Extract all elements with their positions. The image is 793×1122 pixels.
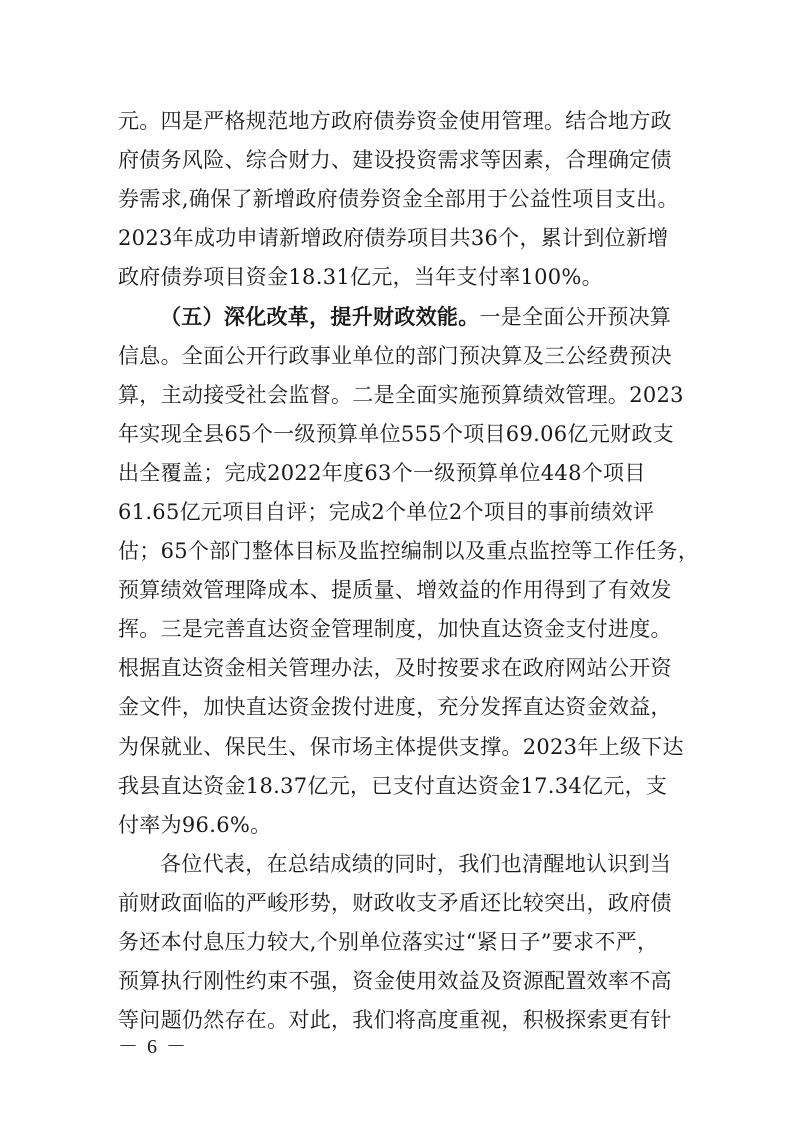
text-line: 2023年成功申请新增政府债券项目共36个，累计到位新增 (118, 226, 669, 251)
text-line: 为保就业、保民生、保市场主体提供支撑。2023年上级下达 (118, 734, 684, 759)
text-line: 等问题仍然存在。对此，我们将高度重视，积极探索更有针 (118, 1008, 672, 1033)
section-heading-line (118, 297, 684, 336)
text-line: 预算绩效管理降成本、提质量、增效益的作用得到了有效发 (118, 578, 672, 603)
text-line: 我县直达资金18.37亿元，已支付直达资金17.34亿元，支 (118, 773, 668, 798)
text-line: 预算执行刚性约束不强，资金使用效益及资源配置效率不高 (118, 969, 672, 994)
text-line: 前财政面临的严峻形势，财政收支矛盾还比较突出，政府债 (118, 890, 672, 915)
text-line: 府债务风险、综合财力、建设投资需求等因素，合理确定债 (118, 148, 672, 173)
text-line: 估；65个部门整体目标及监控编制以及重点监控等工作任务， (118, 539, 700, 564)
text-line: 挥。三是完善直达资金管理制度，加快直达资金支付进度。 (118, 617, 672, 642)
text-line: 根据直达资金相关管理办法，及时按要求在政府网站公开资 (118, 656, 672, 681)
text-line: 金文件，加快直达资金拨付进度，充分发挥直达资金效益， (118, 695, 672, 720)
text-line: 一是全面公开预决算 (479, 305, 672, 330)
text-line: 务还本付息压力较大,个别单位落实过“紧日子”要求不严， (118, 929, 659, 954)
text-line: 信息。全面公开行政事业单位的部门预决算及三公经费预决 (118, 343, 672, 368)
section-heading: （五）深化改革，提升财政效能。 (160, 304, 480, 330)
text-line: 政府债券项目资金18.31亿元，当年支付率100%。 (118, 265, 603, 290)
text-line: 出全覆盖；完成2022年度63个一级预算单位448个项目 (118, 460, 646, 485)
text-line: 元。四是严格规范地方政府债券资金使用管理。结合地方政 (118, 109, 672, 133)
text-line: 61.65亿元项目自评；完成2个单位2个项目的事前绩效评 (118, 499, 655, 524)
text-line: 付率为96.6%。 (118, 812, 272, 837)
body-text (118, 102, 700, 1040)
text-line: 年实现全县65个一级预算单位555个项目69.06亿元财政支 (118, 421, 674, 446)
page-number: － 6 － (118, 1036, 188, 1058)
text-line: 券需求,确保了新增政府债券资金全部用于公益性项目支出。 (118, 187, 679, 212)
text-line: 各位代表，在总结成绩的同时，我们也清醒地认识到当 (160, 851, 672, 876)
text-line: 算，主动接受社会监督。二是全面实施预算绩效管理。2023 (118, 382, 684, 407)
